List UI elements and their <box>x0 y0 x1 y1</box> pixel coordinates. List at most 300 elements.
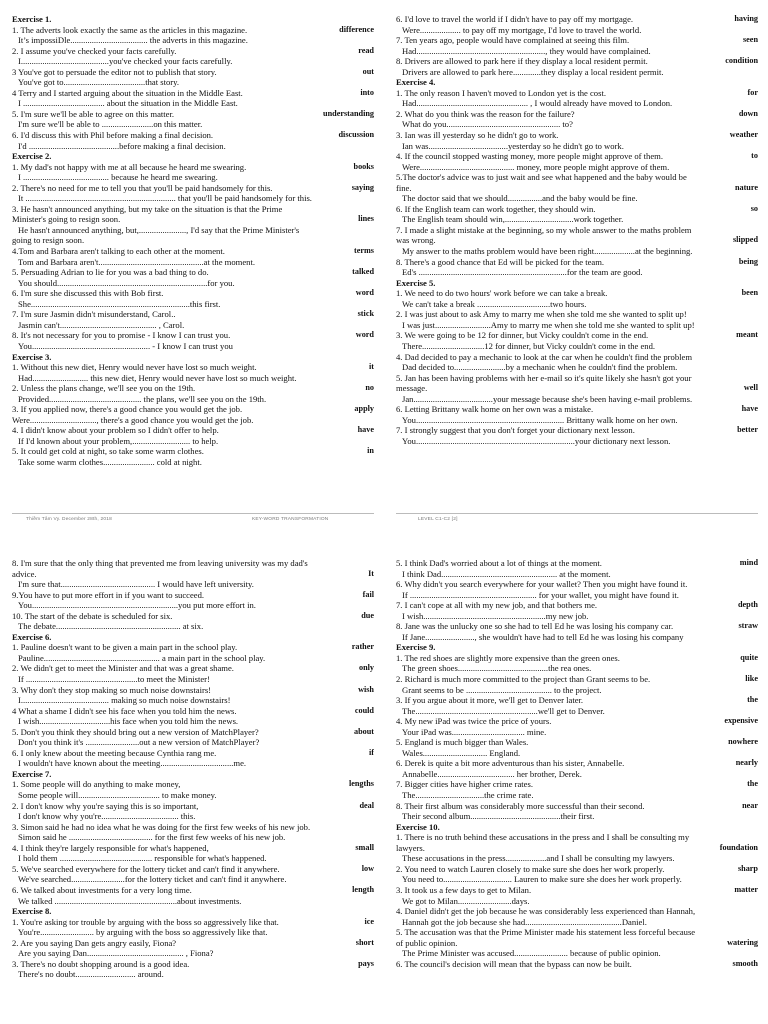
exercise-line <box>396 811 758 822</box>
exercise-line <box>12 685 374 696</box>
exercise-line <box>396 162 758 173</box>
keyword: meant <box>736 330 758 340</box>
keyword: if <box>368 747 374 757</box>
exercise-line <box>12 457 374 468</box>
line-text: 5. I think Dad's worried about a lot of things at the moment. <box>396 558 602 568</box>
keyword: It <box>368 568 374 578</box>
exercise-line <box>396 67 758 78</box>
exercise-line <box>396 183 758 194</box>
line-text: 1. The red shoes are slightly more expensive than the green ones. <box>396 652 620 663</box>
keyword: apply <box>354 404 374 414</box>
exercise-line <box>396 373 758 384</box>
line-text: We got to Milan.........................days. <box>402 895 530 906</box>
line-text: I wouldn't have known about the meeting..................................me. <box>18 758 247 769</box>
keyword: mind <box>739 558 758 567</box>
exercise-heading <box>12 151 374 162</box>
exercise-line <box>396 320 758 331</box>
exercise-line <box>396 383 758 394</box>
line-text: 4. I didn't know about your problem so I didn't offer to help. <box>12 425 219 436</box>
line-text: Some people will...................................... to make money. <box>18 790 217 801</box>
line-text: I'm sure that............................................ I would have left university. <box>18 579 254 590</box>
keyword: the <box>747 695 758 705</box>
keyword: read <box>358 45 374 55</box>
line-text: 7. I strongly suggest that you don't forget your dictionary next lesson. <box>396 425 635 436</box>
keyword: word <box>355 288 374 298</box>
line-text: Take some warm clothes........................ cold at night. <box>18 456 202 467</box>
line-text: There's no doubt............................ around. <box>18 969 164 980</box>
keyword: weather <box>729 130 758 140</box>
exercise-line <box>12 288 374 299</box>
exercise-line <box>12 214 374 225</box>
line-text: 5. I'm sure we'll be able to agree on this matter. <box>12 108 175 119</box>
exercise-line <box>396 25 758 36</box>
exercise-line <box>396 885 758 896</box>
line-text: 8. I'm sure that the only thing that prevented me from leaving university was my dad's <box>12 558 308 568</box>
exercise-line <box>12 569 374 580</box>
keyword: due <box>361 610 374 620</box>
line-text: Hannah got the job because she had.............................................Daniel. <box>402 916 647 927</box>
keyword: deal <box>359 800 374 810</box>
exercise-line <box>12 88 374 99</box>
footer-rule-right <box>396 513 758 514</box>
line-text: 3 You've got to persuade the editor not to publish that story. <box>12 66 217 77</box>
exercise-line <box>12 853 374 864</box>
line-text: Exercise 6. <box>12 631 52 642</box>
keyword: saying <box>351 182 374 192</box>
exercise-line <box>396 193 758 204</box>
exercise-line <box>396 695 758 706</box>
exercise-line <box>12 446 374 457</box>
keyword: nature <box>734 182 758 192</box>
exercise-line <box>12 695 374 706</box>
exercise-line <box>12 653 374 664</box>
exercise-line <box>12 109 374 120</box>
exercise-line <box>12 558 374 569</box>
exercise-line <box>396 246 758 257</box>
exercise-line <box>396 737 758 748</box>
exercise-line <box>12 621 374 632</box>
exercise-heading <box>396 77 758 88</box>
line-text: Are you saying Dan............................................. , Fiona? <box>18 948 214 959</box>
line-text: If I'd known about your problem,........................... to help. <box>18 435 219 446</box>
line-text: You've got to......................................that story. <box>18 77 180 88</box>
exercise-line <box>12 362 374 373</box>
line-text: 1. We need to do two hours' work before we can take a break. <box>396 288 608 299</box>
line-text: Exercise 4. <box>396 77 436 88</box>
exercise-line <box>396 119 758 130</box>
keyword: down <box>738 108 758 118</box>
line-text: 1. The only reason I haven't moved to London yet is the cost. <box>396 87 606 98</box>
line-text: 2. Richard is much more committed to the project than Grant seems to be. <box>396 674 651 685</box>
exercise-line <box>396 653 758 664</box>
exercise-line <box>396 394 758 405</box>
line-text: 7. I'm sure Jasmin didn't misunderstand, Carol.. <box>12 309 176 320</box>
exercise-line <box>12 737 374 748</box>
line-text: 6. I'm sure she discussed this with Bob first. <box>12 288 164 299</box>
keyword: talked <box>352 267 374 277</box>
exercise-line <box>12 46 374 57</box>
keyword: near <box>742 800 758 810</box>
keyword: into <box>360 87 374 97</box>
exercise-line <box>12 383 374 394</box>
exercise-line <box>396 579 758 590</box>
line-text: fine. <box>396 182 412 193</box>
line-text: Their second album..........................................their first. <box>402 811 595 822</box>
exercise-line <box>12 119 374 130</box>
exercise-line <box>12 864 374 875</box>
line-text: 6. I'd discuss this with Phil before making a final decision. <box>12 130 214 141</box>
keyword: terms <box>353 246 374 256</box>
line-text: What do you..................................................... to? <box>402 119 573 130</box>
line-text: Grant seems to be ........................................ to the project. <box>402 684 602 695</box>
exercise-line <box>12 267 374 278</box>
exercise-line <box>12 130 374 141</box>
line-text: I don't know why you're.................................... this. <box>18 811 196 822</box>
line-text: 1. Some people will do anything to make money, <box>12 779 181 790</box>
exercise-line <box>396 853 758 864</box>
exercise-line <box>12 330 374 341</box>
exercise-line <box>12 25 374 36</box>
line-text: 8. Jane was the unlucky one so she had to tell Ed he was losing his company car. <box>396 621 674 632</box>
keyword: in <box>367 446 374 456</box>
line-text: Exercise 2. <box>12 151 52 162</box>
keyword: for <box>747 87 758 97</box>
line-text: 4.Tom and Barbara aren't talking to each other at the moment. <box>12 246 225 257</box>
exercise-line <box>12 35 374 46</box>
line-text: 10. The start of the debate is scheduled for six. <box>12 610 173 621</box>
exercise-line <box>396 214 758 225</box>
exercise-line <box>396 948 758 959</box>
column-top-right <box>396 14 758 446</box>
line-text: Exercise 1. <box>12 14 52 24</box>
line-text: It’s impossiDle.................................... the adverts in this magazine. <box>18 35 248 46</box>
exercise-line <box>396 758 758 769</box>
exercise-line <box>396 621 758 632</box>
keyword: only <box>358 663 374 673</box>
keyword: no <box>365 383 374 393</box>
line-text: 3. Simon said he had no idea what he was doing for the first few weeks of his new job. <box>12 821 311 832</box>
exercise-line <box>12 790 374 801</box>
line-text: 8. It's not necessary for you to promise - I know I can trust you. <box>12 330 231 341</box>
keyword: having <box>734 14 758 23</box>
exercise-heading <box>396 278 758 289</box>
exercise-line <box>396 109 758 120</box>
line-text: of public opinion. <box>396 937 458 948</box>
exercise-line <box>396 917 758 928</box>
line-text: 6. I'd love to travel the world if I didn't have to pay off my mortgage. <box>396 14 634 24</box>
line-text: 8. Their first album was considerably more successful than their second. <box>396 800 645 811</box>
footer-title: KEY-WORD TRANSFORMATION <box>252 517 329 522</box>
exercise-line <box>12 225 374 236</box>
exercise-line <box>12 299 374 310</box>
exercise-line <box>396 801 758 812</box>
keyword: nowhere <box>728 737 758 747</box>
line-text: 9.You have to put more effort in if you want to succeed. <box>12 589 205 600</box>
line-text: 7. I can't cope at all with my new job, and that bothers me. <box>396 600 598 611</box>
line-text: 8. Drivers are allowed to park here if they display a local resident permit. <box>396 56 648 67</box>
keyword: sharp <box>737 863 758 873</box>
line-text: Minister's going to resign soon. <box>12 214 121 225</box>
line-text: The Prime Minister was accused......................... because of public opinion. <box>402 948 661 959</box>
exercise-line <box>12 727 374 738</box>
exercise-line <box>396 790 758 801</box>
line-text: Drivers are allowed to park here.............they display a local resident permit. <box>402 66 664 77</box>
keyword: difference <box>339 24 374 34</box>
exercise-line <box>396 600 758 611</box>
exercise-line <box>12 341 374 352</box>
line-text: 1. There is no truth behind these accusations in the press and I shall be consulting my <box>396 832 690 843</box>
keyword: low <box>361 863 374 873</box>
exercise-line <box>12 579 374 590</box>
exercise-line <box>396 832 758 843</box>
exercise-line <box>12 822 374 833</box>
line-text: 3. Why don't they stop making so much noise downstairs! <box>12 684 212 695</box>
exercise-line <box>12 927 374 938</box>
exercise-line <box>12 969 374 980</box>
exercise-line <box>12 896 374 907</box>
line-text: Annabelle.................................... her brother, Derek. <box>402 768 582 779</box>
exercise-line <box>396 590 758 601</box>
exercise-line <box>12 425 374 436</box>
line-text: 5. Don't you think they should bring out a new version of MatchPlayer? <box>12 726 259 737</box>
column-bottom-left <box>12 558 374 980</box>
line-text: I.........................................you've checked your facts carefully. <box>18 56 233 67</box>
keyword: about <box>353 726 374 736</box>
exercise-line <box>396 257 758 268</box>
keyword: out <box>362 66 374 76</box>
line-text: Tom and Barbara aren't.................................................at the moment. <box>18 256 255 267</box>
keyword: been <box>741 288 758 298</box>
exercise-line <box>396 88 758 99</box>
exercise-line <box>396 98 758 109</box>
line-text: Were............................................ money, more people might approve of them. <box>402 161 670 172</box>
line-text: 4. My new iPad was twice the price of yours. <box>396 716 552 727</box>
line-text: Had.................................................... , I would already have moved to London. <box>402 98 673 109</box>
line-text: 7. I made a slight mistake at the beginning, so my whole answer to the maths problem <box>396 224 692 235</box>
exercise-line <box>396 674 758 685</box>
exercise-line <box>396 906 758 917</box>
keyword: small <box>355 842 374 852</box>
line-text: 5. Persuading Adrian to lie for you was a bad thing to do. <box>12 267 209 278</box>
line-text: I ...................................... about the situation in the Middle East. <box>18 98 238 109</box>
line-text: There.............................12 for dinner, but Vicky couldn't come in the end. <box>402 340 656 351</box>
footer-rule-left <box>12 513 374 514</box>
line-text: 2. I don't know why you're saying this is so important, <box>12 800 199 811</box>
line-text: advice. <box>12 568 37 579</box>
line-text: We've searched.........................for the lottery ticket and can't find it anywhere. <box>18 874 287 885</box>
exercise-line <box>12 948 374 959</box>
exercise-line <box>396 204 758 215</box>
line-text: 5.The doctor's advice was to just wait and see what happened and the baby would be <box>396 172 687 183</box>
exercise-line <box>12 663 374 674</box>
exercise-line <box>396 706 758 717</box>
line-text: 2. I assume you've checked your facts carefully. <box>12 45 177 56</box>
line-text: 4. Dad decided to pay a mechanic to look at the car when he couldn't find the problem <box>396 351 693 362</box>
line-text: 3. He hasn't announced anything, but my take on the situation is that the Prime <box>12 203 283 214</box>
keyword: lengths <box>348 779 374 789</box>
exercise-line <box>396 235 758 246</box>
line-text: Provided........................................... the plans, we'll see you on the 19th. <box>18 393 267 404</box>
line-text: 5. England is much bigger than Wales. <box>396 737 529 748</box>
exercise-line <box>12 172 374 183</box>
exercise-line <box>12 77 374 88</box>
line-text: It ...................................................................... that you'll be paid handsomely for this. <box>18 193 312 204</box>
line-text: Ian was.....................................yesterday so he didn't go to work. <box>402 140 624 151</box>
exercise-line <box>12 811 374 822</box>
exercise-line <box>12 832 374 843</box>
keyword: depth <box>737 600 758 610</box>
line-text: Exercise 9. <box>396 642 436 653</box>
line-text: 2. What do you think was the reason for the failure? <box>396 108 575 119</box>
line-text: Ed's .....................................................................for the team are good. <box>402 267 643 278</box>
line-text: 2. I was just about to ask Amy to marry me when she told me she wanted to split up! <box>396 309 687 320</box>
line-text: You....................................................................you put more effort in. <box>18 600 256 611</box>
exercise-line <box>12 917 374 928</box>
keyword: discussion <box>338 130 374 140</box>
exercise-line <box>12 257 374 268</box>
line-text: 3. Ian was ill yesterday so he didn't go to work. <box>396 130 559 141</box>
exercise-line <box>396 927 758 938</box>
exercise-line <box>396 46 758 57</box>
line-text: Were..............................., there's a good chance you would get the job. <box>12 414 254 425</box>
exercise-line <box>396 352 758 363</box>
line-text: Had.......................... this new diet, Henry would never have lost so much weight. <box>18 372 297 383</box>
keyword: rather <box>351 642 374 652</box>
line-text: 3. If you applied now, there's a good chance you would get the job. <box>12 404 243 415</box>
column-top-left <box>12 14 374 468</box>
exercise-line <box>396 425 758 436</box>
exercise-heading <box>12 906 374 917</box>
line-text: 3. We were going to be 12 for dinner, but Vicky couldn't come in the end. <box>396 330 649 341</box>
keyword: quite <box>740 652 758 662</box>
line-text: Exercise 8. <box>12 906 52 917</box>
exercise-line <box>396 130 758 141</box>
line-text: 4. Daniel didn't get the job because he was considerably less experienced than Hannah, <box>396 906 696 917</box>
line-text: I wish.........................................................my new job. <box>402 610 589 621</box>
keyword: like <box>745 674 758 684</box>
line-text: 6. Letting Brittany walk home on her own was a mistake. <box>396 404 594 415</box>
line-text: I'm sure we'll be able to ........................on this matter. <box>18 119 203 130</box>
exercise-line <box>12 779 374 790</box>
exercise-line <box>12 600 374 611</box>
line-text: You should......................................................................for you. <box>18 277 235 288</box>
line-text: 6. The council's decision will mean that the bypass can now be built. <box>396 958 632 969</box>
keyword: it <box>368 362 374 372</box>
keyword: length <box>352 884 374 894</box>
line-text: 2. Unless the plans change, we'll see you on the 19th. <box>12 383 196 394</box>
keyword: the <box>747 779 758 789</box>
keyword: straw <box>738 621 758 631</box>
line-text: The doctor said that we should................and the baby would be fine. <box>402 193 638 204</box>
line-text: Dad decided to........................by a mechanic when he couldn't find the problem. <box>402 362 678 373</box>
line-text: The debate.......................................................... at six. <box>18 621 204 632</box>
keyword: pays <box>358 958 374 968</box>
exercise-heading <box>396 822 758 833</box>
line-text: Don't you think it's .........................out a new version of MatchPlayer? <box>18 737 260 748</box>
line-text: 4 Terry and I started arguing about the situation in the Middle East. <box>12 87 243 98</box>
exercise-line <box>12 590 374 601</box>
line-text: Jasmin can't............................................. , Carol. <box>18 319 185 330</box>
exercise-line <box>12 56 374 67</box>
exercise-line <box>396 569 758 580</box>
exercise-line <box>12 246 374 257</box>
keyword: could <box>354 705 374 715</box>
exercise-line <box>396 748 758 759</box>
exercise-line <box>396 769 758 780</box>
exercise-line <box>12 801 374 812</box>
footer-author: Thiềm Tâm Vy. December 28th, 2018 <box>26 517 112 522</box>
line-text: If Jane......................., she wouldn't have had to tell Ed he was losing his company <box>402 631 684 642</box>
line-text: Jan.....................................your message because she's been having e-mail problems. <box>402 393 693 404</box>
line-text: If ....................................................to meet the Minister! <box>18 674 210 685</box>
exercise-line <box>396 225 758 236</box>
line-text: 7. Bigger cities have higher crime rates. <box>396 779 533 790</box>
line-text: 4. If the council stopped wasting money, more people might approve of them. <box>396 151 663 162</box>
column-bottom-right <box>396 558 758 969</box>
line-text: Pauline...................................................... a main part in the school play. <box>18 652 266 663</box>
exercise-line <box>396 959 758 970</box>
line-text: Were................... to pay off my mortgage, I'd love to travel the world. <box>402 24 642 35</box>
keyword: word <box>355 330 374 340</box>
line-text: lawyers. <box>396 842 425 853</box>
exercise-line <box>12 436 374 447</box>
exercise-line <box>12 748 374 759</box>
keyword: lines <box>358 214 374 224</box>
keyword: being <box>738 256 758 266</box>
exercise-line <box>396 299 758 310</box>
line-text: You need to................................ Lauren to make sure she does her work properly. <box>402 874 682 885</box>
line-text: 2. We didn't get to meet the Minister and that was a great shame. <box>12 663 234 674</box>
exercise-line <box>12 309 374 320</box>
line-text: 1. The adverts look exactly the same as the articles in this magazine. <box>12 24 248 35</box>
exercise-heading <box>12 352 374 363</box>
line-text: 3. It took us a few days to get to Milan. <box>396 884 532 895</box>
exercise-line <box>12 874 374 885</box>
line-text: 5. It could get cold at night, so take some warm clothes. <box>12 446 204 457</box>
exercise-line <box>12 183 374 194</box>
line-text: We talked .........................................................about investments. <box>18 895 242 906</box>
exercise-heading <box>396 642 758 653</box>
exercise-line <box>396 56 758 67</box>
exercise-line <box>396 436 758 447</box>
keyword: seen <box>742 35 758 45</box>
exercise-heading <box>12 14 374 25</box>
exercise-line <box>396 685 758 696</box>
line-text: 1. You're asking tor trouble by arguing with the boss so aggressively like that. <box>12 916 279 927</box>
line-text: 8. There's a good chance that Ed will be picked for the team. <box>396 256 605 267</box>
keyword: well <box>743 383 758 393</box>
line-text: 4. I think they're largely responsible for what's happened, <box>12 842 209 853</box>
line-text: She..........................................................................this first. <box>18 298 221 309</box>
footer-level: LEVEL C1-C2 [2] <box>418 517 458 522</box>
exercise-line <box>396 267 758 278</box>
keyword: smooth <box>732 958 758 968</box>
line-text: Exercise 5. <box>396 277 436 288</box>
line-text: The.........................................................we'll get to Denver. <box>402 705 605 716</box>
keyword: watering <box>727 937 758 947</box>
exercise-line <box>396 151 758 162</box>
line-text: 6. Derek is quite a bit more adventurous than his sister, Annabelle. <box>396 758 625 769</box>
exercise-line <box>12 674 374 685</box>
exercise-line <box>12 162 374 173</box>
exercise-line <box>396 938 758 949</box>
exercise-line <box>12 235 374 246</box>
line-text: was wrong. <box>396 235 436 246</box>
exercise-line <box>396 341 758 352</box>
exercise-heading <box>12 632 374 643</box>
line-text: I hold them ........................................... responsible for what's happened. <box>18 853 267 864</box>
line-text: The................................the crime rate. <box>402 790 534 801</box>
